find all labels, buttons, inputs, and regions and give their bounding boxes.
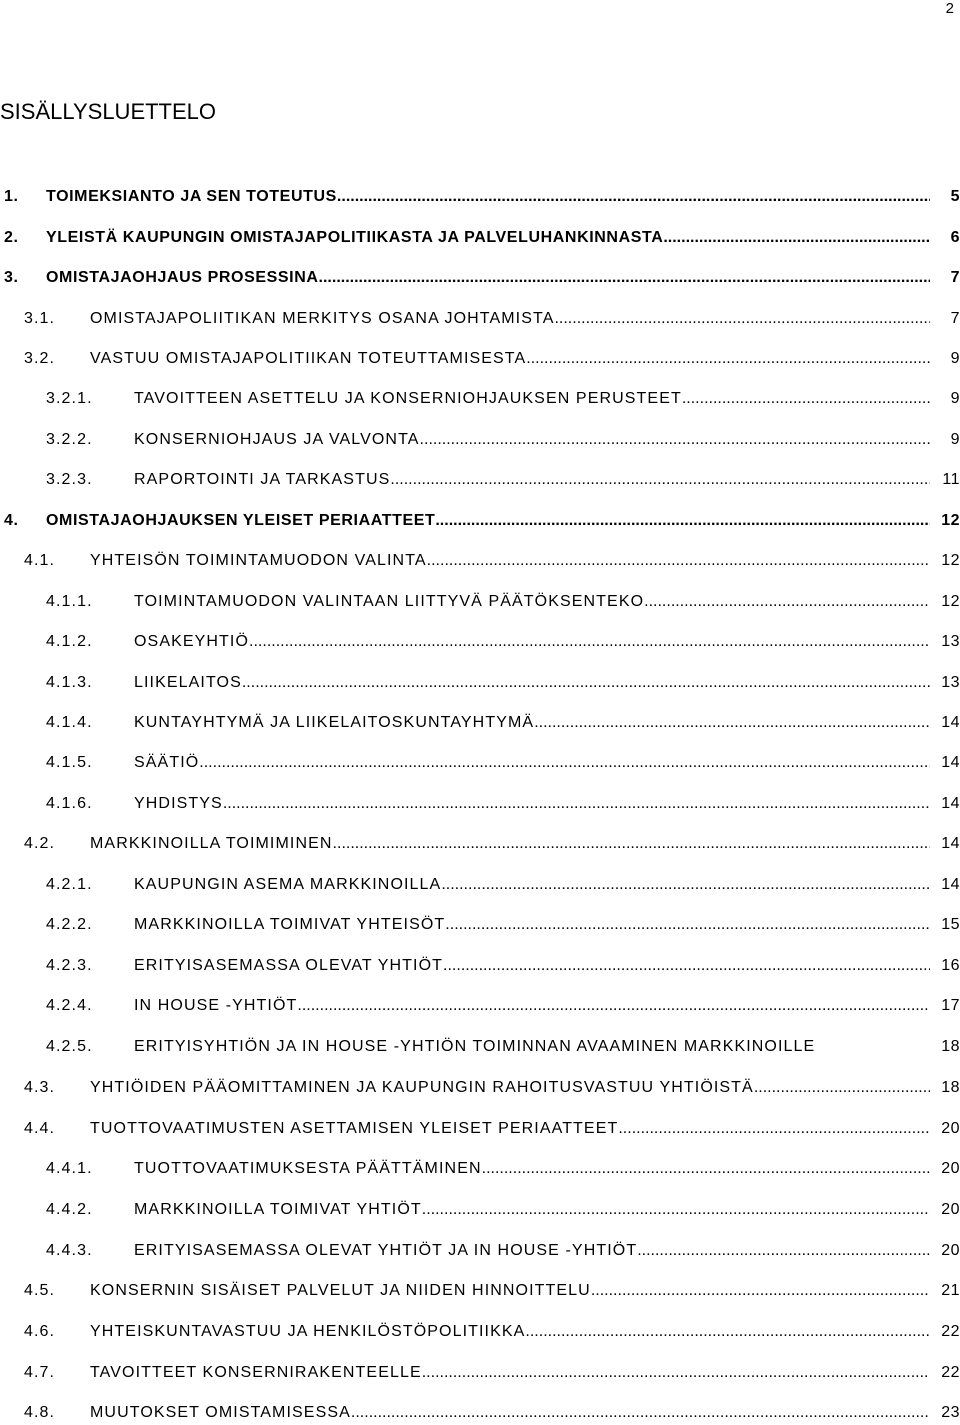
toc-entry-number: 2. — [4, 229, 19, 246]
toc-entry[interactable] — [0, 468, 960, 492]
toc-entry-page: 23 — [941, 1404, 960, 1421]
toc-entry-label — [134, 428, 930, 452]
toc-entry-label — [90, 307, 930, 331]
toc-dot-leader — [333, 832, 930, 856]
toc-entry-number: 3.1. — [24, 310, 56, 327]
toc-entry[interactable] — [0, 1117, 960, 1141]
toc-entry[interactable] — [0, 873, 960, 897]
toc-entry[interactable] — [0, 428, 960, 452]
toc-entry-title: YHTIÖIDEN PÄÄOMITTAMINEN JA KAUPUNGIN RAHOITUSVASTUU YHTIÖISTÄ — [90, 1079, 754, 1096]
toc-entry-number: 3.2.2. — [46, 431, 93, 448]
toc-entry-number: 4.2. — [24, 835, 56, 852]
toc-entry-page: 14 — [941, 754, 960, 771]
toc-entry-label — [134, 671, 930, 695]
toc-entry[interactable] — [0, 1279, 960, 1303]
toc-entry-page: 17 — [941, 997, 960, 1014]
toc-entry[interactable] — [0, 671, 960, 695]
toc-entry-page: 12 — [941, 593, 960, 610]
toc-entry-label — [90, 347, 930, 371]
toc-entry-page: 6 — [950, 229, 960, 246]
toc-dot-leader — [242, 671, 930, 695]
toc-entry-label — [134, 913, 930, 937]
toc-entry-title: LIIKELAITOS — [134, 674, 242, 691]
toc-entry-label — [134, 873, 930, 897]
toc-entry-page: 20 — [941, 1242, 960, 1259]
toc-entry[interactable] — [0, 590, 960, 614]
toc-entry[interactable] — [0, 994, 960, 1018]
toc-entry-label — [134, 792, 930, 816]
toc-entry-label — [134, 1035, 930, 1059]
toc-entry[interactable] — [0, 1401, 960, 1425]
toc-entry-title: IN HOUSE -YHTIÖT — [134, 997, 298, 1014]
toc-entry-title: OSAKEYHTIÖ — [134, 633, 250, 650]
toc-entry-page: 14 — [941, 795, 960, 812]
toc-dot-leader — [427, 549, 930, 573]
toc-entry[interactable] — [0, 266, 960, 290]
toc-entry[interactable] — [0, 1157, 960, 1181]
toc-entry-title: TAVOITTEEN ASETTELU JA KONSERNIOHJAUKSEN PERUSTEET — [134, 390, 682, 407]
toc-entry[interactable] — [0, 751, 960, 775]
toc-entry-title: OMISTAJAOHJAUKSEN YLEISET PERIAATTEET — [46, 512, 436, 529]
toc-dot-leader — [249, 630, 930, 654]
toc-dot-leader — [390, 468, 930, 492]
toc-entry-number: 4. — [4, 512, 19, 529]
toc-entry[interactable] — [0, 1239, 960, 1263]
toc-dot-leader — [482, 1157, 930, 1181]
toc-entry-title: YLEISTÄ KAUPUNGIN OMISTAJAPOLITIIKASTA JA PALVELUHANKINNASTA — [46, 229, 664, 246]
toc-entry-number: 4.7. — [24, 1364, 56, 1381]
toc-dot-leader — [754, 1076, 930, 1100]
toc-dot-leader — [591, 1279, 930, 1303]
toc-entry-title: ERITYISASEMASSA OLEVAT YHTIÖT — [134, 957, 444, 974]
toc-entry-title: RAPORTOINTI JA TARKASTUS — [134, 471, 391, 488]
toc-dot-leader — [618, 1117, 930, 1141]
toc-entry-number: 1. — [4, 188, 19, 205]
toc-entry-number: 3.2.3. — [46, 471, 93, 488]
toc-entry-label — [46, 226, 930, 250]
toc-entry-title: ERITYISYHTIÖN JA IN HOUSE -YHTIÖN TOIMINNAN AVAAMINEN MARKKINOILLE — [134, 1038, 816, 1055]
toc-entry-page: 9 — [950, 431, 960, 448]
toc-entry-page: 12 — [941, 512, 960, 529]
toc-entry-title: YHTEISÖN TOIMINTAMUODON VALINTA — [90, 552, 427, 569]
toc-entry-page: 9 — [950, 390, 960, 407]
toc-entry-page: 11 — [942, 471, 960, 488]
toc-entry-label — [46, 185, 930, 209]
toc-dot-leader — [554, 307, 930, 331]
toc-entry-title: TOIMINTAMUODON VALINTAAN LIITTYVÄ PÄÄTÖKSENTEKO — [134, 593, 645, 610]
toc-entry-label — [134, 590, 930, 614]
toc-entry[interactable] — [0, 1198, 960, 1222]
toc-entry-number: 4.2.3. — [46, 957, 93, 974]
toc-entry[interactable] — [0, 630, 960, 654]
toc-dot-leader — [422, 1198, 930, 1222]
toc-entry-page: 18 — [941, 1038, 960, 1055]
toc-dot-leader — [319, 266, 930, 290]
toc-entry-number: 4.1.4. — [46, 714, 93, 731]
toc-entry-page: 22 — [941, 1364, 960, 1381]
toc-entry-page: 14 — [941, 835, 960, 852]
toc-entry-label — [134, 468, 930, 492]
toc-dot-leader — [422, 1361, 930, 1385]
toc-dot-leader — [525, 1320, 930, 1344]
toc-entry-label — [90, 549, 930, 573]
toc-entry-label — [90, 1361, 930, 1385]
toc-entry-title: KONSERNIN SISÄISET PALVELUT JA NIIDEN HINNOITTELU — [90, 1282, 591, 1299]
toc-entry[interactable] — [0, 1320, 960, 1344]
toc-entry[interactable] — [0, 387, 960, 411]
toc-entry-label — [134, 387, 930, 411]
toc-entry-number: 4.4.3. — [46, 1242, 93, 1259]
toc-entry-page: 5 — [950, 188, 960, 205]
toc-entry[interactable] — [0, 185, 960, 209]
toc-dot-leader — [297, 994, 930, 1018]
toc-entry-page: 13 — [941, 633, 960, 650]
toc-entry-label — [134, 751, 930, 775]
toc-entry-title: TAVOITTEET KONSERNIRAKENTEELLE — [90, 1364, 422, 1381]
toc-dot-leader — [337, 185, 930, 209]
toc-entry-label — [90, 1076, 930, 1100]
toc-entry[interactable] — [0, 792, 960, 816]
toc-entry-number: 4.4. — [24, 1120, 56, 1137]
toc-entry[interactable] — [0, 1076, 960, 1100]
toc-dot-leader — [351, 1401, 930, 1425]
toc-entry-number: 4.8. — [24, 1404, 56, 1421]
toc-entry-number: 4.1.1. — [46, 593, 93, 610]
toc-dot-leader — [223, 792, 930, 816]
toc-entry-number: 4.2.5. — [46, 1038, 93, 1055]
toc-entry-title: KONSERNIOHJAUS JA VALVONTA — [134, 431, 420, 448]
toc-entry-label — [134, 1198, 930, 1222]
toc-entry[interactable] — [0, 913, 960, 937]
toc-entry-number: 4.2.4. — [46, 997, 93, 1014]
toc-dot-leader — [435, 509, 930, 533]
toc-entry-page: 13 — [941, 674, 960, 691]
toc-dot-leader — [637, 1239, 930, 1263]
toc-entry-title: YHDISTYS — [134, 795, 223, 812]
toc-entry-number: 4.1. — [24, 552, 56, 569]
toc-dot-leader — [682, 387, 930, 411]
toc-entry-label — [134, 1239, 930, 1263]
toc-entry-page: 20 — [941, 1201, 960, 1218]
toc-entry-page: 15 — [941, 916, 960, 933]
toc-entry-title: MUUTOKSET OMISTAMISESSA — [90, 1404, 351, 1421]
toc-entry-page: 20 — [941, 1160, 960, 1177]
toc-entry[interactable] — [0, 347, 960, 371]
toc-entry-page: 18 — [941, 1079, 960, 1096]
toc-dot-leader — [420, 428, 930, 452]
toc-entry-page: 21 — [941, 1282, 960, 1299]
toc-entry-number: 4.1.6. — [46, 795, 93, 812]
toc-entry-title: SÄÄTIÖ — [134, 754, 200, 771]
toc-entry-number: 4.2.2. — [46, 916, 93, 933]
toc-entry-number: 4.1.3. — [46, 674, 93, 691]
toc-entry[interactable] — [0, 307, 960, 331]
toc-entry-number: 4.5. — [24, 1282, 56, 1299]
toc-entry-title: VASTUU OMISTAJAPOLITIIKAN TOTEUTTAMISESTA — [90, 350, 527, 367]
toc-entry-label — [90, 1320, 930, 1344]
toc-entry[interactable] — [0, 226, 960, 250]
toc-entry[interactable] — [0, 832, 960, 856]
toc-entry-title: KAUPUNGIN ASEMA MARKKINOILLA — [134, 876, 442, 893]
toc-entry-title: MARKKINOILLA TOIMIVAT YHTIÖT — [134, 1201, 422, 1218]
toc-dot-leader — [441, 873, 930, 897]
toc-entry-title: MARKKINOILLA TOIMIVAT YHTEISÖT — [134, 916, 446, 933]
toc-entry-number: 3.2. — [24, 350, 56, 367]
toc-entry-label — [46, 509, 930, 533]
toc-entry-page: 7 — [950, 269, 960, 286]
toc-entry-number: 4.6. — [24, 1323, 56, 1340]
toc-entry-label — [90, 832, 930, 856]
toc-dot-leader — [526, 347, 930, 371]
toc-entry-number: 3.2.1. — [46, 390, 93, 407]
toc-dot-leader — [443, 954, 930, 978]
toc-dot-leader — [445, 913, 930, 937]
toc-entry-number: 4.1.5. — [46, 754, 93, 771]
toc-entry-label — [90, 1401, 930, 1425]
toc-entry-number: 4.2.1. — [46, 876, 93, 893]
toc-entry[interactable] — [0, 954, 960, 978]
toc-entry-page: 14 — [941, 876, 960, 893]
toc-entry-number: 4.3. — [24, 1079, 56, 1096]
toc-entry-number: 3. — [4, 269, 19, 286]
toc-entry-label — [134, 711, 930, 735]
toc-entry-page: 7 — [950, 310, 960, 327]
toc-entry[interactable] — [0, 711, 960, 735]
toc-entry-title: OMISTAJAOHJAUS PROSESSINA — [46, 269, 319, 286]
toc-entry-label — [134, 954, 930, 978]
toc-title: SISÄLLYSLUETTELO — [0, 99, 217, 124]
toc-entry-label — [46, 266, 930, 290]
toc-entry-page: 14 — [941, 714, 960, 731]
toc-entry-label — [134, 1157, 930, 1181]
toc-entry-page: 22 — [941, 1323, 960, 1340]
toc-entry-page: 20 — [941, 1120, 960, 1137]
toc-entry-label — [134, 630, 930, 654]
page-number: 2 — [945, 0, 954, 17]
toc-entry-title: TOIMEKSIANTO JA SEN TOTEUTUS — [46, 188, 337, 205]
toc-entry-number: 4.4.2. — [46, 1201, 93, 1218]
toc-dot-leader — [663, 226, 930, 250]
toc-dot-leader — [534, 711, 930, 735]
toc-entry-label — [90, 1279, 930, 1303]
toc-entry-page: 16 — [941, 957, 960, 974]
toc-entry[interactable] — [0, 1035, 960, 1059]
toc-entry-title: TUOTTOVAATIMUSTEN ASETTAMISEN YLEISET PERIAATTEET — [90, 1120, 619, 1137]
toc-dot-leader — [199, 751, 930, 775]
toc-entry-label — [90, 1117, 930, 1141]
toc-entry-number: 4.1.2. — [46, 633, 93, 650]
toc-entry-title: OMISTAJAPOLIITIKAN MERKITYS OSANA JOHTAMISTA — [90, 310, 555, 327]
toc-entry[interactable] — [0, 549, 960, 573]
toc-entry-title: KUNTAYHTYMÄ JA LIIKELAITOSKUNTAYHTYMÄ — [134, 714, 535, 731]
toc-entry-title: YHTEISKUNTAVASTUU JA HENKILÖSTÖPOLITIIKKA — [90, 1323, 526, 1340]
toc-entry-page: 9 — [950, 350, 960, 367]
toc-entry-number: 4.4.1. — [46, 1160, 93, 1177]
toc-entry-page: 12 — [941, 552, 960, 569]
toc-dot-leader — [644, 590, 930, 614]
toc-entry-title: MARKKINOILLA TOIMIMINEN — [90, 835, 333, 852]
toc-entry-title: TUOTTOVAATIMUKSESTA PÄÄTTÄMINEN — [134, 1160, 482, 1177]
toc-entry-label — [134, 994, 930, 1018]
toc-entry[interactable] — [0, 509, 960, 533]
toc-entry-title: ERITYISASEMASSA OLEVAT YHTIÖT JA IN HOUSE -YHTIÖT — [134, 1242, 638, 1259]
toc-entry[interactable] — [0, 1361, 960, 1385]
